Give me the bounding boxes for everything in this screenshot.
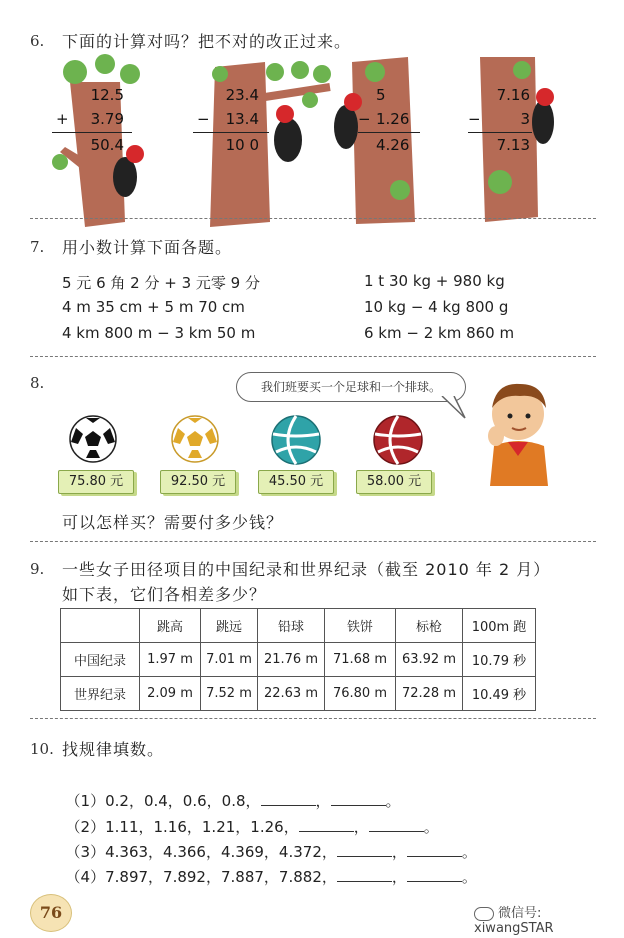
calc-4-operand-b: 3 xyxy=(520,110,530,128)
calc-4 xyxy=(468,86,534,166)
q10-item-sequence: 0.2，0.4，0.6，0.8， xyxy=(105,792,261,810)
q10-item-end: 。 xyxy=(461,868,477,886)
wechat-watermark xyxy=(474,902,624,936)
calc-2-operator: − xyxy=(197,110,210,128)
q7-item-4: 10 kg − 4 kg 800 g xyxy=(364,298,509,316)
q10-number: 10. xyxy=(30,740,54,758)
divider xyxy=(30,541,596,542)
table-header-cell: 标枪 xyxy=(396,609,463,643)
q9-prompt-line2: 如下表，它们各相差多少？ xyxy=(62,585,267,604)
table-cell: 2.09 m xyxy=(140,677,201,711)
table-cell: 72.28 m xyxy=(396,677,463,711)
table-cell: 1.97 m xyxy=(140,643,201,677)
calc-2-operand-a: 23.4 xyxy=(225,86,259,104)
calc-1 xyxy=(52,86,132,166)
q8-question: 可以怎样买？需要付多少钱？ xyxy=(62,513,284,532)
price-tag-1: 75.80 元 xyxy=(58,470,134,494)
wechat-icon xyxy=(474,907,494,921)
calc-1-result: 50.4 xyxy=(90,136,124,154)
table-cell: 世界纪录 xyxy=(61,677,140,711)
speech-bubble-tail xyxy=(440,396,470,422)
q10-item-label: （1） xyxy=(65,792,106,810)
speech-bubble: 我们班要买一个足球和一个排球。 xyxy=(236,372,466,402)
table-cell: 10.79 秒 xyxy=(463,643,536,677)
q10-prompt: 找规律填数。 xyxy=(62,740,165,759)
calc-1-operand-a: 12.5 xyxy=(90,86,124,104)
q7-item-3: 4 m 35 cm + 5 m 70 cm xyxy=(62,298,245,316)
q10-item-sequence: 1.11，1.16，1.21，1.26， xyxy=(105,818,299,836)
calc-1-operator: + xyxy=(56,110,69,128)
boy-illustration xyxy=(478,376,558,488)
table-header-cell: 100m 跑 xyxy=(463,609,536,643)
calc-2-operand-b: 13.4 xyxy=(225,110,259,128)
q7-item-1: 5 元 6 角 2 分 + 3 元零 9 分 xyxy=(62,274,260,292)
calc-3-operand-a: 5 xyxy=(376,86,386,104)
q10-item-1: （1）0.2，0.4，0.6，0.8， ， 。 xyxy=(65,792,401,810)
records-table xyxy=(60,608,536,711)
calc-3-operand-b: 1.26 xyxy=(376,110,410,128)
page-number: 76 xyxy=(30,894,72,932)
table-header-cell xyxy=(61,609,140,643)
q10-item-end: 。 xyxy=(423,818,439,836)
table-cell: 71.68 m xyxy=(325,643,396,677)
soccer-ball-black xyxy=(68,414,118,464)
table-header-cell: 跳远 xyxy=(201,609,258,643)
calc-3 xyxy=(358,86,426,166)
q10-item-4: （4）7.897，7.892，7.887，7.882， ， 。 xyxy=(65,868,477,886)
q7-item-2: 1 t 30 kg + 980 kg xyxy=(364,272,505,290)
table-cell: 7.01 m xyxy=(201,643,258,677)
table-header-cell: 跳高 xyxy=(140,609,201,643)
answer-blank[interactable] xyxy=(407,867,462,882)
q9-prompt-line1: 一些女子田径项目的中国纪录和世界纪录（截至 2010 年 2 月） xyxy=(62,560,551,579)
divider xyxy=(30,718,596,719)
table-header-row xyxy=(61,609,536,643)
q10-item-label: （4） xyxy=(65,868,106,886)
calc-1-operand-b: 3.79 xyxy=(90,110,124,128)
q10-item-label: （3） xyxy=(65,843,106,861)
calc-3-result: 4.26 xyxy=(376,136,410,154)
divider xyxy=(30,356,596,357)
q8-number: 8. xyxy=(30,374,45,392)
table-cell: 7.52 m xyxy=(201,677,258,711)
q10-item-label: （2） xyxy=(65,818,106,836)
table-header-cell: 铁饼 xyxy=(325,609,396,643)
divider xyxy=(30,218,596,219)
q7-prompt: 用小数计算下面各题。 xyxy=(62,238,233,257)
calc-3-rule xyxy=(358,132,420,133)
table-row xyxy=(61,643,536,677)
calc-1-rule xyxy=(52,132,132,133)
q10-item-end: 。 xyxy=(385,792,401,810)
table-cell: 10.49 秒 xyxy=(463,677,536,711)
q10-item-end: 。 xyxy=(461,843,477,861)
calc-4-operator: − xyxy=(468,110,481,128)
q6-number: 6. xyxy=(30,32,45,50)
volleyball-red xyxy=(372,414,424,466)
calc-2 xyxy=(193,86,271,166)
q7-item-5: 4 km 800 m − 3 km 50 m xyxy=(62,324,256,342)
price-tag-2: 92.50 元 xyxy=(160,470,236,494)
q7-item-6: 6 km − 2 km 860 m xyxy=(364,324,515,342)
answer-blank[interactable] xyxy=(337,867,392,882)
wechat-id: 微信号: xiwangSTAR xyxy=(474,906,554,936)
price-tag-3: 45.50 元 xyxy=(258,470,334,494)
calc-4-operand-a: 7.16 xyxy=(496,86,530,104)
q10-item-3: （3）4.363，4.366，4.369，4.372， ， 。 xyxy=(65,843,477,861)
table-cell: 63.92 m xyxy=(396,643,463,677)
table-cell: 22.63 m xyxy=(258,677,325,711)
table-row xyxy=(61,677,536,711)
q10-item-sequence: 7.897，7.892，7.887，7.882， xyxy=(105,868,337,886)
q10-item-2: （2）1.11，1.16，1.21，1.26， ， 。 xyxy=(65,818,439,836)
q10-item-sequence: 4.363，4.366，4.369，4.372， xyxy=(105,843,337,861)
table-cell: 76.80 m xyxy=(325,677,396,711)
calc-4-rule xyxy=(468,132,532,133)
calc-2-rule xyxy=(193,132,269,133)
calc-4-result: 7.13 xyxy=(496,136,530,154)
q9-number: 9. xyxy=(30,560,45,578)
table-cell: 中国纪录 xyxy=(61,643,140,677)
volleyball-teal xyxy=(270,414,322,466)
table-cell: 21.76 m xyxy=(258,643,325,677)
price-tag-4: 58.00 元 xyxy=(356,470,432,494)
soccer-ball-gold xyxy=(170,414,220,464)
q7-number: 7. xyxy=(30,238,45,256)
calc-3-operator: − xyxy=(358,110,371,128)
table-header-cell: 铅球 xyxy=(258,609,325,643)
calc-2-result: 10 0 xyxy=(225,136,259,154)
q6-prompt: 下面的计算对吗？把不对的改正过来。 xyxy=(62,32,352,51)
